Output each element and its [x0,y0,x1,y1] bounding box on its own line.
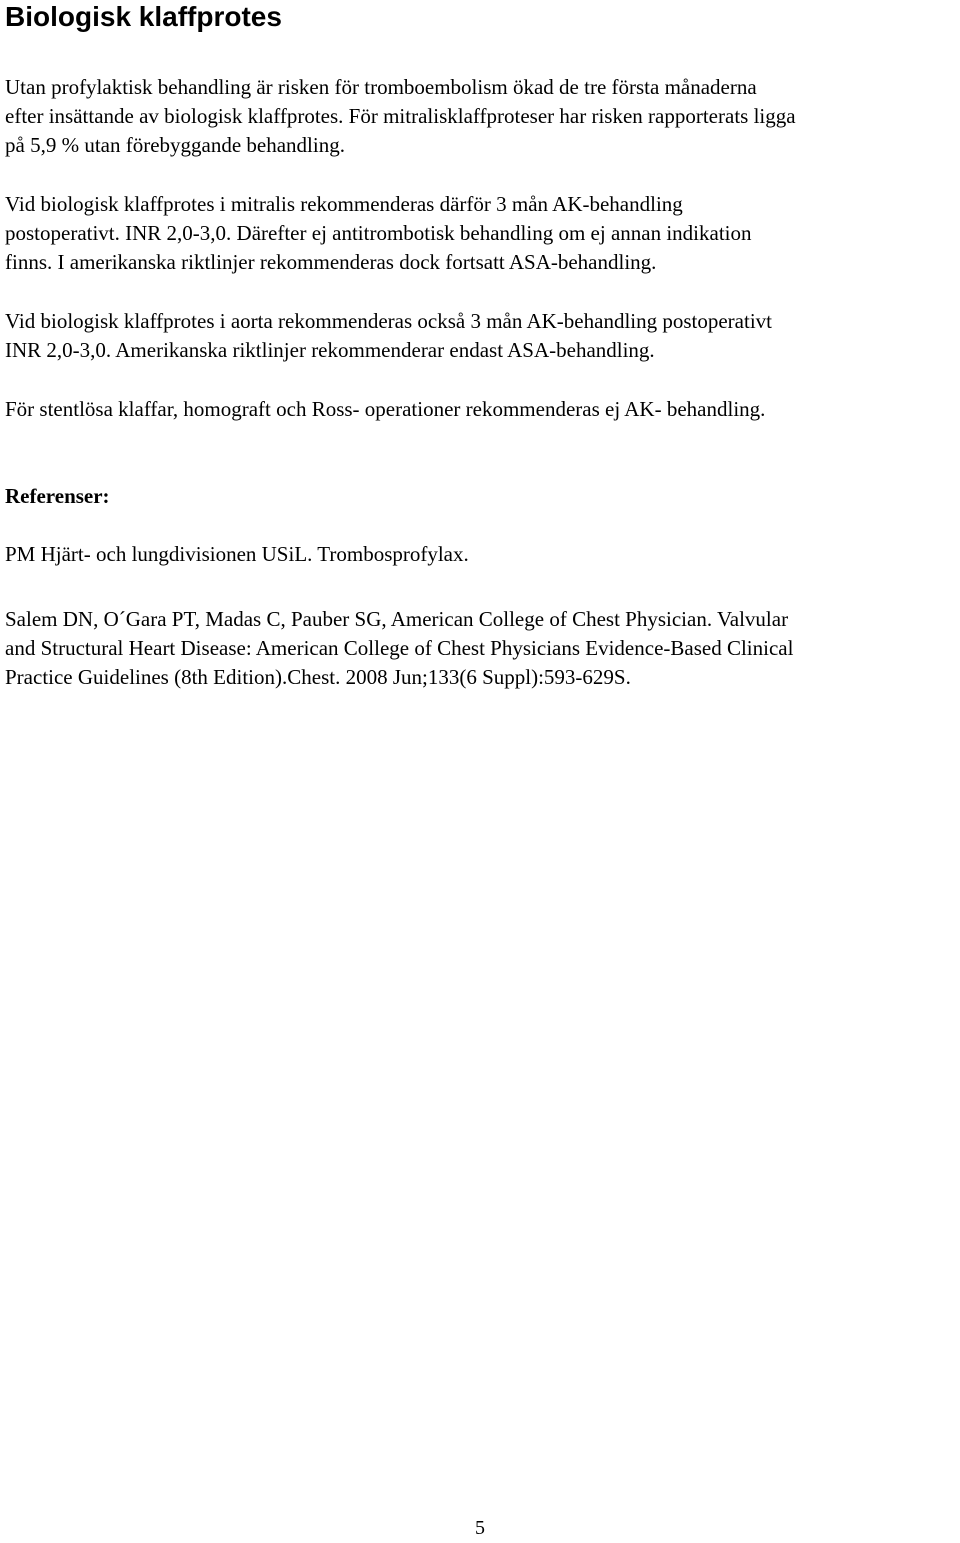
paragraph-line: finns. I amerikanska riktlinjer rekommenderas dock fortsatt ASA-behandling. [5,250,657,274]
paragraph-line: postoperativt. INR 2,0-3,0. Därefter ej antitrombotisk behandling om ej annan indikation [5,221,752,245]
paragraph-stentless [5,395,957,424]
paragraph-aorta [5,307,957,365]
paragraph-line: Utan profylaktisk behandling är risken för tromboembolism ökad de tre första månaderna [5,75,757,99]
reference-line: PM Hjärt- och lungdivisionen USiL. Trombosprofylax. [5,542,469,566]
references-heading: Referenser: [5,484,110,508]
paragraph-mitralis [5,190,957,277]
paragraph-line: på 5,9 % utan förebyggande behandling. [5,133,345,157]
paragraph-intro [5,73,957,160]
page-number: 5 [475,1517,485,1539]
page-title: Biologisk klaffprotes [5,1,282,32]
reference-line: and Structural Heart Disease: American College of Chest Physicians Evidence-Based Clinical [5,636,794,660]
paragraph-line: efter insättande av biologisk klaffprotes. För mitralisklaffproteser har risken rapporterats ligga [5,104,796,128]
paragraph-line: INR 2,0-3,0. Amerikanska riktlinjer rekommenderar endast ASA-behandling. [5,338,655,362]
paragraph-line: Vid biologisk klaffprotes i aorta rekommenderas också 3 mån AK-behandling postoperativt [5,309,773,333]
reference-line: Practice Guidelines (8th Edition).Chest. 2008 Jun;133(6 Suppl):593-629S. [5,665,631,689]
reference-line: Salem DN, O´Gara PT, Madas C, Pauber SG, American College of Chest Physician. Valvular [5,607,789,631]
reference-item [5,605,957,692]
reference-item [5,540,957,569]
paragraph-line: Vid biologisk klaffprotes i mitralis rekommenderas därför 3 mån AK-behandling [5,192,683,216]
paragraph-line: För stentlösa klaffar, homograft och Ross- operationer rekommenderas ej AK- behandling. [5,397,766,421]
